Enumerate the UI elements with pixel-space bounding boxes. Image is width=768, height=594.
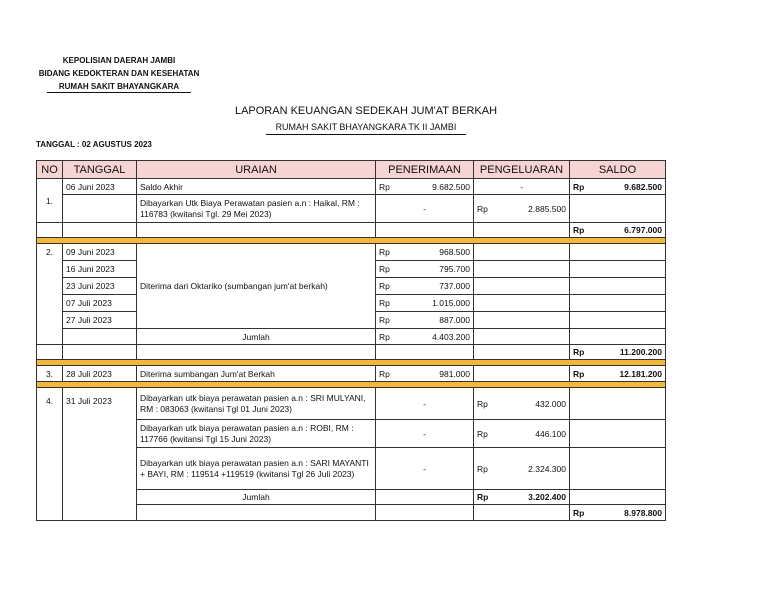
table-row — [37, 366, 666, 382]
cell-penerimaan — [376, 244, 474, 261]
cell-tanggal: 06 Juni 2023 — [63, 179, 137, 195]
currency-label: Rp — [573, 368, 585, 379]
amount: 4.403.200 — [432, 331, 470, 342]
currency-label: Rp — [379, 247, 390, 257]
amount: 9.682.500 — [624, 181, 662, 192]
balance-row — [37, 223, 666, 238]
cell-pengeluaran — [474, 388, 570, 420]
cell-saldo — [570, 179, 666, 195]
jumlah-row — [37, 329, 666, 345]
amount: 737.000 — [439, 281, 470, 291]
col-header-uraian: URAIAN — [137, 161, 376, 179]
cell-tanggal: 09 Juni 2023 — [63, 244, 137, 261]
amount: 446.100 — [535, 428, 566, 439]
cell-saldo — [570, 366, 666, 382]
currency-label: Rp — [379, 181, 390, 192]
currency-label: Rp — [477, 398, 488, 409]
amount: 9.682.500 — [432, 181, 470, 192]
currency-label: Rp — [477, 492, 489, 502]
col-header-no: NO — [37, 161, 63, 179]
table-row — [37, 244, 666, 261]
currency-label: Rp — [477, 203, 488, 214]
cell-uraian: Dibayarkan utk biaya perawatan pasien a.n : SRI MULYANI, RM : 083063 (kwitansi Tgl 01 Juni 2023) — [137, 388, 376, 420]
amount: 968.500 — [439, 247, 470, 257]
cell-uraian: Dibayarkan utk biaya perawatan pasien a.n : ROBI, RM : 117766 (kwitansi Tgl 15 Juni 2023) — [137, 420, 376, 448]
cell-penerimaan — [376, 329, 474, 345]
cell-tanggal — [63, 195, 137, 223]
cell-uraian: Dibayarkan utk biaya perawatan pasien a.n : SARI MAYANTI + BAYI, RM : 119514 +119519 (kwitansi Tgl 26 Juli 2023) — [137, 448, 376, 490]
report-title: LAPORAN KEUANGAN SEDEKAH JUM'AT BERKAH — [234, 105, 498, 117]
balance-row — [37, 345, 666, 360]
cell-pengeluaran — [474, 490, 570, 505]
currency-label: Rp — [379, 315, 390, 325]
cell-penerimaan — [376, 295, 474, 312]
header-hospital-text: RUMAH SAKIT BHAYANGKARA — [47, 82, 191, 93]
amount: 795.700 — [439, 264, 470, 274]
cell-tanggal: 31 Juli 2023 — [63, 388, 137, 521]
amount: 12.181.200 — [619, 368, 662, 379]
table-row — [37, 388, 666, 420]
amount: 1.015.000 — [432, 298, 470, 308]
currency-label: Rp — [573, 507, 585, 518]
cell-uraian: Diterima dari Oktariko (sumbangan jum'at berkah) — [137, 244, 376, 329]
cell-penerimaan — [376, 312, 474, 329]
cell-penerimaan: - — [376, 420, 474, 448]
header-line-department: BIDANG KEDOKTERAN DAN KESEHATAN — [38, 69, 200, 78]
cell-tanggal: 27 Juli 2023 — [63, 312, 137, 329]
cell-tanggal: 16 Juni 2023 — [63, 261, 137, 278]
amount: 887.000 — [439, 315, 470, 325]
cell-pengeluaran — [474, 420, 570, 448]
ledger-table — [36, 160, 666, 521]
cell-pengeluaran: - — [474, 179, 570, 195]
currency-label: Rp — [379, 331, 390, 342]
table-row — [37, 195, 666, 223]
currency-label: Rp — [573, 347, 585, 357]
cell-tanggal: 07 Juli 2023 — [63, 295, 137, 312]
cell-tanggal: 23 Juni 2023 — [63, 278, 137, 295]
currency-label: Rp — [477, 463, 488, 474]
col-header-saldo: SALDO — [570, 161, 666, 179]
table-header-row — [37, 161, 666, 179]
currency-label: Rp — [379, 298, 390, 308]
amount: 981.000 — [439, 368, 470, 379]
cell-pengeluaran — [474, 448, 570, 490]
row-number: 1. — [37, 179, 63, 223]
jumlah-label: Jumlah — [137, 490, 376, 505]
amount: 3.202.400 — [528, 492, 566, 502]
amount: 11.200.200 — [619, 347, 662, 357]
col-header-tanggal: TANGGAL — [63, 161, 137, 179]
amount: 6.797.000 — [624, 225, 662, 235]
amount: 2.324.300 — [528, 463, 566, 474]
cell-penerimaan: - — [376, 388, 474, 420]
report-subtitle-text: RUMAH SAKIT BHAYANGKARA TK II JAMBI — [266, 122, 467, 135]
header-line-police: KEPOLISIAN DAERAH JAMBI — [62, 56, 176, 65]
cell-saldo — [570, 223, 666, 238]
row-number: 4. — [37, 388, 63, 521]
currency-label: Rp — [477, 428, 488, 439]
currency-label: Rp — [573, 225, 585, 235]
amount: 2.885.500 — [528, 203, 566, 214]
cell-saldo — [570, 195, 666, 223]
cell-penerimaan — [376, 366, 474, 382]
currency-label: Rp — [379, 281, 390, 291]
currency-label: Rp — [573, 181, 585, 192]
cell-penerimaan: - — [376, 195, 474, 223]
currency-label: Rp — [379, 264, 390, 274]
cell-pengeluaran — [474, 195, 570, 223]
cell-penerimaan — [376, 179, 474, 195]
amount: 432.000 — [535, 398, 566, 409]
cell-saldo — [570, 505, 666, 521]
row-number: 2. — [37, 244, 63, 345]
cell-penerimaan: - — [376, 448, 474, 490]
header-line-hospital — [36, 82, 202, 93]
cell-penerimaan — [376, 261, 474, 278]
cell-uraian: Saldo Akhir — [137, 179, 376, 195]
cell-saldo — [570, 345, 666, 360]
amount: 8.978.800 — [624, 507, 662, 518]
cell-uraian: Dibayarkan Utk Biaya Perawatan pasien a.n : Haikal, RM : 116783 (kwitansi Tgl. 29 Mei 2023) — [137, 195, 376, 223]
report-date: TANGGAL : 02 AGUSTUS 2023 — [36, 140, 152, 149]
col-header-pengeluaran: PENGELUARAN — [474, 161, 570, 179]
row-number: 3. — [37, 366, 63, 382]
cell-tanggal: 28 Juli 2023 — [63, 366, 137, 382]
table-row — [37, 179, 666, 195]
report-subtitle — [200, 122, 532, 135]
col-header-penerimaan: PENERIMAAN — [376, 161, 474, 179]
currency-label: Rp — [379, 368, 390, 379]
cell-penerimaan — [376, 278, 474, 295]
jumlah-label: Jumlah — [137, 329, 376, 345]
cell-uraian: Diterima sumbangan Jum'at Berkah — [137, 366, 376, 382]
